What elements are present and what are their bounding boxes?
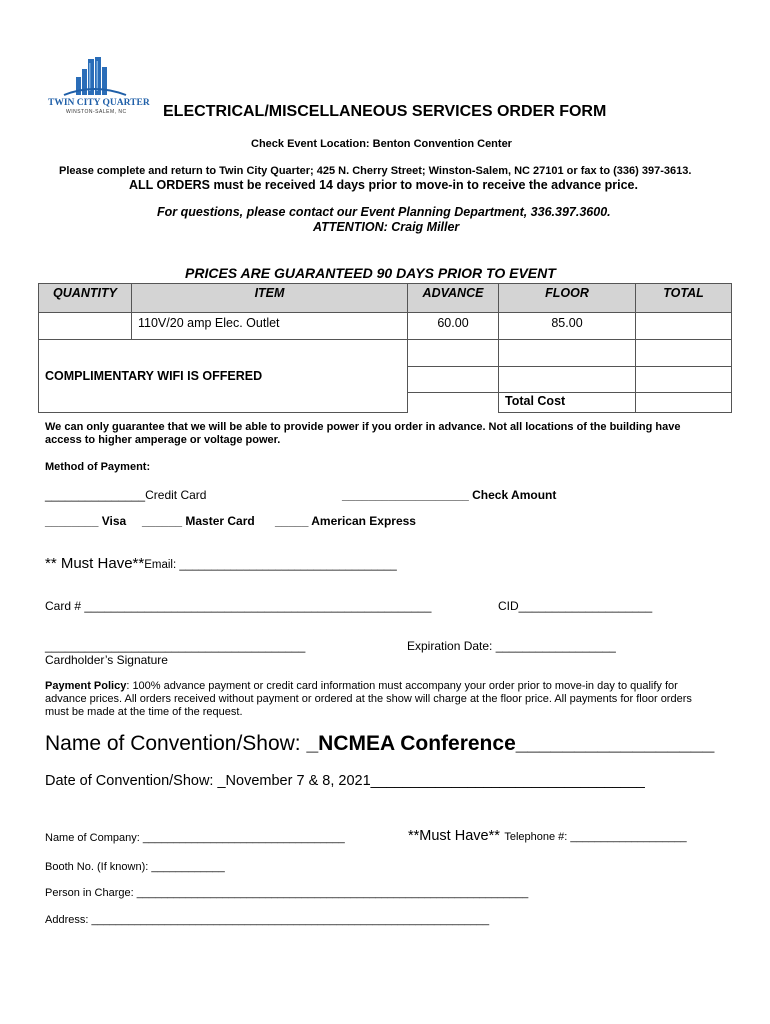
form-title: ELECTRICAL/MISCELLANEOUS SERVICES ORDER FORM: [163, 103, 607, 120]
table-header-row: [39, 284, 732, 313]
total-cell[interactable]: [636, 367, 732, 393]
payment-policy-line-3: must be made at the time of the request.: [45, 706, 243, 718]
wifi-note: COMPLIMENTARY WIFI IS OFFERED: [39, 340, 408, 413]
advance-cell[interactable]: [408, 340, 499, 367]
expiration-date-field[interactable]: Expiration Date: __________________: [407, 639, 616, 653]
person-in-charge-field[interactable]: Person in Charge: ________________________________________________________________: [45, 887, 529, 899]
convention-name-row: [45, 732, 714, 756]
price-table: [38, 283, 732, 413]
check-amount-field[interactable]: ___________________ Check Amount: [342, 488, 557, 502]
floor-header: FLOOR: [499, 284, 636, 313]
company-name-field[interactable]: Name of Company: _________________________________: [45, 832, 345, 844]
total-cost-label: Total Cost: [499, 393, 636, 413]
email-row: [45, 555, 397, 573]
must-have-label: **Must Have**: [408, 828, 500, 844]
email-field[interactable]: Email: __________________________________: [144, 559, 397, 571]
total-header: TOTAL: [636, 284, 732, 313]
total-cell[interactable]: [636, 340, 732, 367]
advance-header: ADVANCE: [408, 284, 499, 313]
signature-line[interactable]: _______________________________________: [45, 639, 306, 653]
logo-subtitle: WINSTON-SALEM, NC: [66, 109, 127, 115]
table-row: [39, 340, 732, 367]
booth-number-field[interactable]: Booth No. (If known): ____________: [45, 861, 225, 873]
card-number-field[interactable]: Card # ____________________________________________________: [45, 599, 432, 613]
american-express-option[interactable]: _____ American Express: [275, 514, 416, 528]
address-field[interactable]: Address: _________________________________________________________________: [45, 914, 490, 926]
payment-policy-line-1: Payment Policy: 100% advance payment or credit card information must accompany your order prior to move-in day to qualify for: [45, 680, 678, 692]
must-have-label: ** Must Have**: [45, 555, 145, 572]
quantity-cell[interactable]: [39, 313, 132, 340]
cardholder-signature-label: Cardholder’s Signature: [45, 653, 168, 667]
telephone-row: [408, 827, 687, 845]
visa-option[interactable]: ________ Visa: [45, 514, 127, 528]
quantity-header: QUANTITY: [39, 284, 132, 313]
total-cost-value[interactable]: [636, 393, 732, 413]
power-guarantee-note-2: access to higher amperage or voltage power.: [45, 434, 281, 446]
convention-name-value[interactable]: _NCMEA Conference_________________: [306, 732, 715, 755]
credit-card-option[interactable]: _______________Credit Card: [45, 488, 207, 502]
telephone-field[interactable]: Telephone #: ___________________: [504, 831, 687, 843]
twin-city-quarter-logo: [44, 55, 150, 117]
power-guarantee-note: We can only guarantee that we will be able to provide power if you order in advance. Not all locations of the building have: [45, 421, 681, 433]
price-guarantee: PRICES ARE GUARANTEED 90 DAYS PRIOR TO EVENT: [185, 265, 556, 281]
convention-name-label: Name of Convention/Show:: [45, 732, 307, 755]
floor-cell[interactable]: [499, 340, 636, 367]
questions-contact: For questions, please contact our Event Planning Department, 336.397.3600.: [157, 205, 611, 219]
payment-policy-label: Payment Policy: [45, 680, 127, 692]
orders-deadline: ALL ORDERS must be received 14 days prior to move-in to receive the advance price.: [129, 178, 638, 192]
item-cell: 110V/20 amp Elec. Outlet: [132, 313, 408, 340]
payment-policy-line-2: advance prices. All orders received without payment or ordered at the show will charge at the floor price. All payments for floor orders: [45, 693, 692, 705]
empty-cell: [408, 393, 499, 413]
item-header: ITEM: [132, 284, 408, 313]
table-row: [39, 313, 732, 340]
cid-field[interactable]: CID____________________: [498, 599, 653, 613]
floor-cell: 85.00: [499, 313, 636, 340]
advance-cell: 60.00: [408, 313, 499, 340]
logo-title: TWIN CITY QUARTER: [48, 98, 150, 108]
return-instructions: Please complete and return to Twin City Quarter; 425 N. Cherry Street; Winston-Salem, NC 27101 or fax to (336) 397-3613.: [59, 165, 692, 177]
floor-cell[interactable]: [499, 367, 636, 393]
attention-contact: ATTENTION: Craig Miller: [313, 220, 460, 234]
total-cell[interactable]: [636, 313, 732, 340]
master-card-option[interactable]: ______ Master Card: [142, 514, 255, 528]
method-of-payment-label: Method of Payment:: [45, 461, 151, 473]
convention-date-field[interactable]: Date of Convention/Show: _November 7 & 8, 2021__________________________________: [45, 773, 645, 789]
event-location: Check Event Location: Benton Convention Center: [251, 138, 512, 150]
advance-cell[interactable]: [408, 367, 499, 393]
